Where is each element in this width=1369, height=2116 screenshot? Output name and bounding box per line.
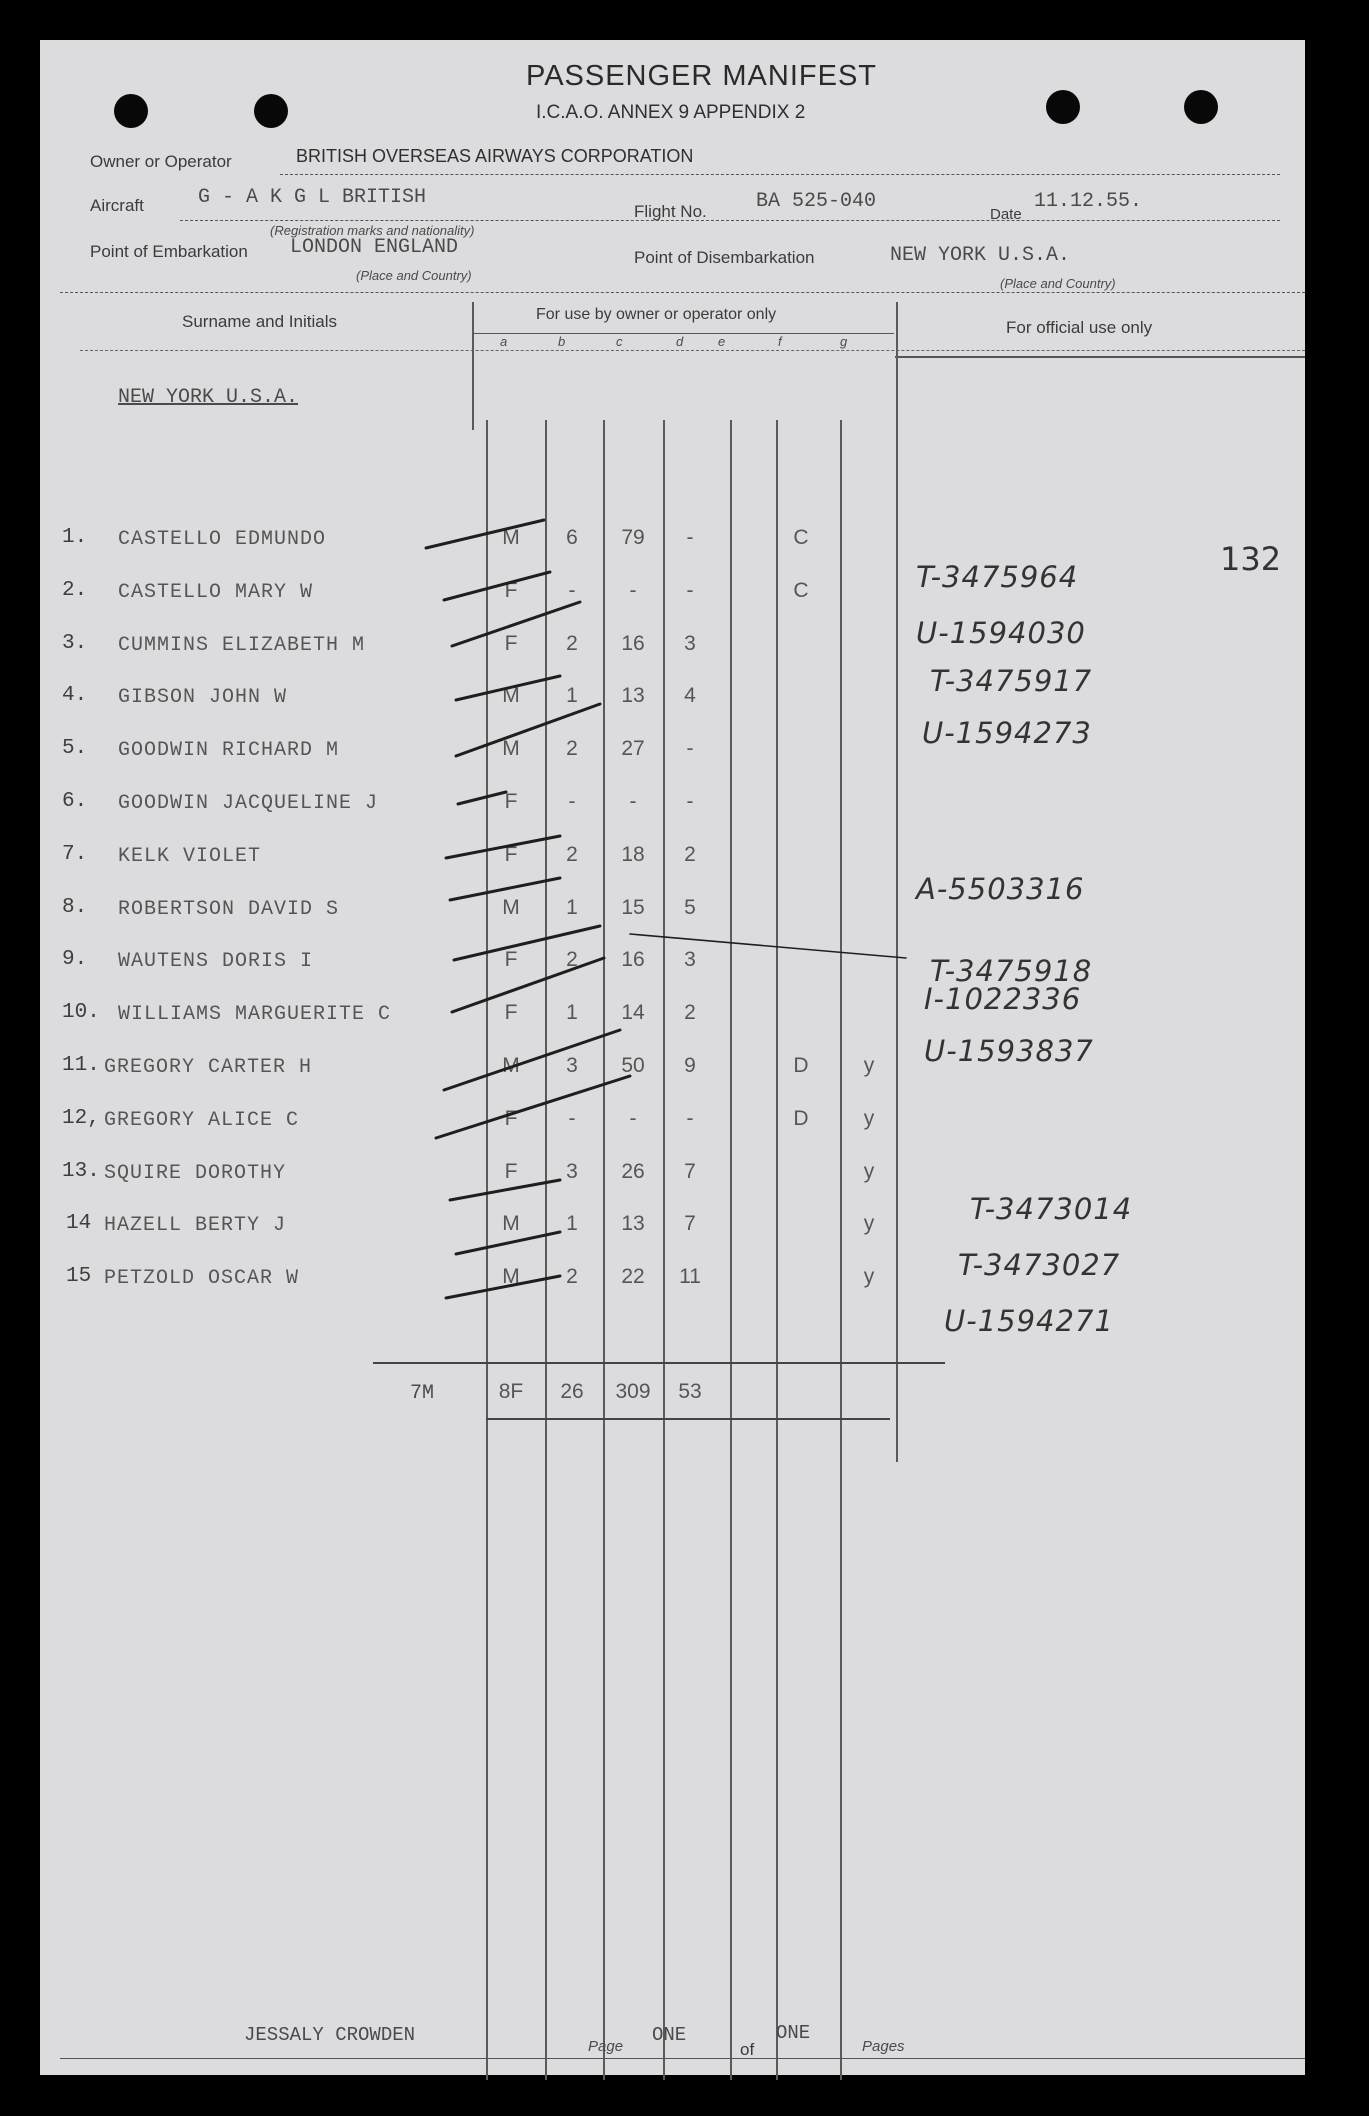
passenger-name: GREGORY ALICE C bbox=[104, 1109, 300, 1132]
col-surname-header: Surname and Initials bbox=[182, 312, 337, 331]
cell-g: y bbox=[863, 1265, 875, 1288]
cell-f: D bbox=[793, 1107, 809, 1130]
cell-c: 13 bbox=[621, 1212, 645, 1235]
cell-b: - bbox=[568, 1107, 576, 1130]
date-value: 11.12.55. bbox=[1034, 190, 1143, 213]
cell-c: 79 bbox=[621, 526, 645, 549]
passenger-name: CUMMINS ELIZABETH M bbox=[118, 634, 366, 657]
date-label: Date bbox=[990, 206, 1022, 223]
checkmark-stroke bbox=[436, 1076, 630, 1138]
passenger-name: CASTELLO EDMUNDO bbox=[118, 528, 327, 551]
cell-a: F bbox=[504, 790, 518, 813]
form-subtitle: I.C.A.O. ANNEX 9 APPENDIX 2 bbox=[536, 102, 806, 123]
row-number: 8. bbox=[62, 896, 88, 919]
cell-d: 2 bbox=[684, 1001, 696, 1024]
checkmark-stroke bbox=[450, 878, 560, 900]
sub-column-letter: b bbox=[558, 334, 566, 349]
totals-b: 26 bbox=[560, 1380, 584, 1403]
cell-b: 1 bbox=[566, 896, 578, 919]
row-number: 2. bbox=[62, 579, 88, 602]
passenger-name: GIBSON JOHN W bbox=[118, 686, 288, 709]
cell-g: y bbox=[863, 1054, 875, 1077]
cell-d: 4 bbox=[684, 684, 696, 707]
cell-d: - bbox=[686, 1107, 694, 1130]
row-number: 11. bbox=[62, 1054, 100, 1077]
cell-g: y bbox=[863, 1160, 875, 1183]
cell-f: C bbox=[793, 579, 809, 602]
registration-note: (Registration marks and nationality) bbox=[270, 223, 475, 238]
cell-a: M bbox=[502, 1265, 520, 1288]
row-number: 13. bbox=[62, 1160, 100, 1183]
cell-c: 13 bbox=[621, 684, 645, 707]
owner-value: BRITISH OVERSEAS AIRWAYS CORPORATION bbox=[296, 146, 694, 166]
row-number: 3. bbox=[62, 632, 88, 655]
row-number: 5. bbox=[62, 737, 88, 760]
official-note-entry: T-3475918 bbox=[930, 954, 1093, 988]
cell-c: 18 bbox=[621, 843, 645, 866]
official-note-entry: U-1594271 bbox=[944, 1304, 1114, 1338]
cell-g: y bbox=[863, 1107, 875, 1130]
checkmark-stroke bbox=[444, 572, 550, 600]
passenger-name: KELK VIOLET bbox=[118, 845, 262, 868]
cell-b: 1 bbox=[566, 684, 578, 707]
row-number: 15 bbox=[66, 1265, 92, 1288]
flight-label: Flight No. bbox=[634, 202, 707, 221]
cell-a: M bbox=[502, 526, 520, 549]
passenger-name: HAZELL BERTY J bbox=[104, 1214, 287, 1237]
checkmark-stroke bbox=[426, 520, 544, 548]
owner-label: Owner or Operator bbox=[90, 152, 232, 171]
cell-c: - bbox=[629, 1107, 637, 1130]
cell-c: 15 bbox=[621, 896, 645, 919]
embark-label: Point of Embarkation bbox=[90, 242, 248, 261]
checkmark-stroke bbox=[444, 1030, 620, 1090]
cell-c: 22 bbox=[621, 1265, 645, 1288]
checkmark-stroke bbox=[450, 1180, 560, 1200]
manifest-sheet bbox=[40, 40, 1305, 2075]
row-number: 14 bbox=[66, 1212, 92, 1235]
passenger-name: GREGORY CARTER H bbox=[104, 1056, 313, 1079]
cell-b: 6 bbox=[566, 526, 578, 549]
cell-b: 1 bbox=[566, 1212, 578, 1235]
cell-d: - bbox=[686, 526, 694, 549]
cell-f: D bbox=[793, 1054, 809, 1077]
row-number: 9. bbox=[62, 948, 88, 971]
disembark-note: (Place and Country) bbox=[1000, 276, 1116, 291]
totals-a: 8F bbox=[498, 1380, 524, 1403]
cell-a: F bbox=[504, 1160, 518, 1183]
cell-b: 2 bbox=[566, 843, 578, 866]
totals-c: 309 bbox=[615, 1380, 651, 1403]
cell-c: 16 bbox=[621, 948, 645, 971]
passenger-name: WILLIAMS MARGUERITE C bbox=[118, 1003, 392, 1026]
footer-line bbox=[60, 2058, 1305, 2059]
totals-label: 7M bbox=[410, 1382, 435, 1405]
cell-c: 26 bbox=[621, 1160, 645, 1183]
cell-c: 14 bbox=[621, 1001, 645, 1024]
cell-d: 7 bbox=[684, 1160, 696, 1183]
row-number: 6. bbox=[62, 790, 88, 813]
cell-a: F bbox=[504, 948, 518, 971]
row-number: 4. bbox=[62, 684, 88, 707]
official-note-entry: U-1594273 bbox=[922, 716, 1092, 750]
aircraft-label: Aircraft bbox=[90, 196, 144, 215]
row-number: 10. bbox=[62, 1001, 100, 1024]
checkmark-stroke bbox=[452, 958, 604, 1012]
cell-b: 2 bbox=[566, 632, 578, 655]
cell-a: M bbox=[502, 1054, 520, 1077]
cell-b: 2 bbox=[566, 948, 578, 971]
sub-column-letter: g bbox=[840, 334, 848, 349]
passenger-name: GOODWIN RICHARD M bbox=[118, 739, 340, 762]
cell-c: - bbox=[629, 579, 637, 602]
cell-a: F bbox=[504, 1107, 518, 1130]
cell-d: 2 bbox=[684, 843, 696, 866]
passenger-name: ROBERTSON DAVID S bbox=[118, 898, 340, 921]
page-value: ONE bbox=[652, 2024, 687, 2046]
cell-b: 2 bbox=[566, 1265, 578, 1288]
cell-c: 16 bbox=[621, 632, 645, 655]
cell-a: F bbox=[504, 632, 518, 655]
official-note-entry: I-1022336 bbox=[924, 982, 1082, 1016]
sub-column-letter: f bbox=[778, 334, 782, 349]
cell-d: 9 bbox=[684, 1054, 696, 1077]
passenger-name: WAUTENS DORIS I bbox=[118, 950, 314, 973]
official-note-entry: T-3475917 bbox=[930, 664, 1093, 698]
checkmark-stroke bbox=[456, 676, 560, 700]
passenger-name: CASTELLO MARY W bbox=[118, 581, 314, 604]
cell-f: C bbox=[793, 526, 809, 549]
flight-value: BA 525-040 bbox=[756, 190, 877, 213]
sub-column-letter: d bbox=[676, 334, 684, 349]
cell-a: M bbox=[502, 684, 520, 707]
of-label: of bbox=[740, 2040, 755, 2059]
col-official-header: For official use only bbox=[1006, 318, 1153, 337]
line-through-stroke bbox=[630, 934, 906, 958]
cell-d: 3 bbox=[684, 632, 696, 655]
cell-b: - bbox=[568, 579, 576, 602]
checkmark-stroke bbox=[446, 836, 560, 858]
disembark-label: Point of Disembarkation bbox=[634, 248, 815, 267]
cell-g: y bbox=[863, 1212, 875, 1235]
cell-a: M bbox=[502, 737, 520, 760]
cell-a: F bbox=[504, 579, 518, 602]
checkmark-stroke bbox=[456, 1232, 560, 1254]
checkmark-stroke bbox=[454, 926, 600, 960]
official-note-entry: A-5503316 bbox=[916, 872, 1085, 906]
cell-c: - bbox=[629, 790, 637, 813]
signature: JESSALY CROWDEN bbox=[244, 2024, 416, 2046]
sub-column-letter: a bbox=[500, 334, 508, 349]
checkmark-stroke bbox=[452, 602, 580, 646]
cell-b: - bbox=[568, 790, 576, 813]
col-operator-header: For use by owner or operator only bbox=[536, 306, 777, 323]
official-note-entry: T-3475964 bbox=[916, 560, 1079, 594]
cell-a: F bbox=[504, 843, 518, 866]
official-note-entry: U-1594030 bbox=[916, 616, 1086, 650]
official-page-number: 132 bbox=[1220, 540, 1282, 578]
cell-b: 3 bbox=[566, 1160, 578, 1183]
passenger-name: SQUIRE DOROTHY bbox=[104, 1162, 287, 1185]
cell-b: 2 bbox=[566, 737, 578, 760]
sub-column-letter: c bbox=[616, 334, 623, 349]
cell-d: - bbox=[686, 737, 694, 760]
embark-note: (Place and Country) bbox=[356, 268, 472, 283]
form-title: PASSENGER MANIFEST bbox=[526, 60, 878, 92]
row-number: 7. bbox=[62, 843, 88, 866]
passenger-name: PETZOLD OSCAR W bbox=[104, 1267, 300, 1290]
page-label: Page bbox=[588, 2038, 624, 2055]
sub-column-letter: e bbox=[718, 334, 726, 349]
row-number: 1. bbox=[62, 526, 88, 549]
official-note-entry: T-3473014 bbox=[970, 1192, 1133, 1226]
cell-a: F bbox=[504, 1001, 518, 1024]
checkmark-stroke bbox=[446, 1276, 560, 1298]
cell-d: - bbox=[686, 790, 694, 813]
cell-d: - bbox=[686, 579, 694, 602]
official-note-entry: U-1593837 bbox=[924, 1034, 1094, 1068]
cell-a: M bbox=[502, 896, 520, 919]
row-number: 12, bbox=[62, 1107, 100, 1130]
totals-d: 53 bbox=[678, 1380, 702, 1403]
cell-d: 7 bbox=[684, 1212, 696, 1235]
cell-c: 50 bbox=[621, 1054, 645, 1077]
cell-d: 5 bbox=[684, 896, 696, 919]
cell-d: 3 bbox=[684, 948, 696, 971]
pages-label: Pages bbox=[862, 2038, 905, 2055]
embark-value: LONDON ENGLAND bbox=[290, 236, 459, 259]
cell-a: M bbox=[502, 1212, 520, 1235]
cell-d: 11 bbox=[679, 1265, 701, 1288]
official-note-entry: T-3473027 bbox=[958, 1248, 1121, 1282]
disembark-value: NEW YORK U.S.A. bbox=[890, 244, 1071, 267]
cell-c: 27 bbox=[621, 737, 645, 760]
passenger-name: GOODWIN JACQUELINE J bbox=[118, 792, 379, 815]
aircraft-value: G - A K G L BRITISH bbox=[198, 186, 427, 209]
checkmark-stroke bbox=[458, 792, 506, 804]
of-value: ONE bbox=[776, 2022, 811, 2044]
cell-b: 1 bbox=[566, 1001, 578, 1024]
checkmark-strokes bbox=[40, 40, 1305, 1440]
destination-heading: NEW YORK U.S.A. bbox=[118, 386, 299, 409]
checkmark-stroke bbox=[456, 704, 600, 756]
cell-b: 3 bbox=[566, 1054, 578, 1077]
